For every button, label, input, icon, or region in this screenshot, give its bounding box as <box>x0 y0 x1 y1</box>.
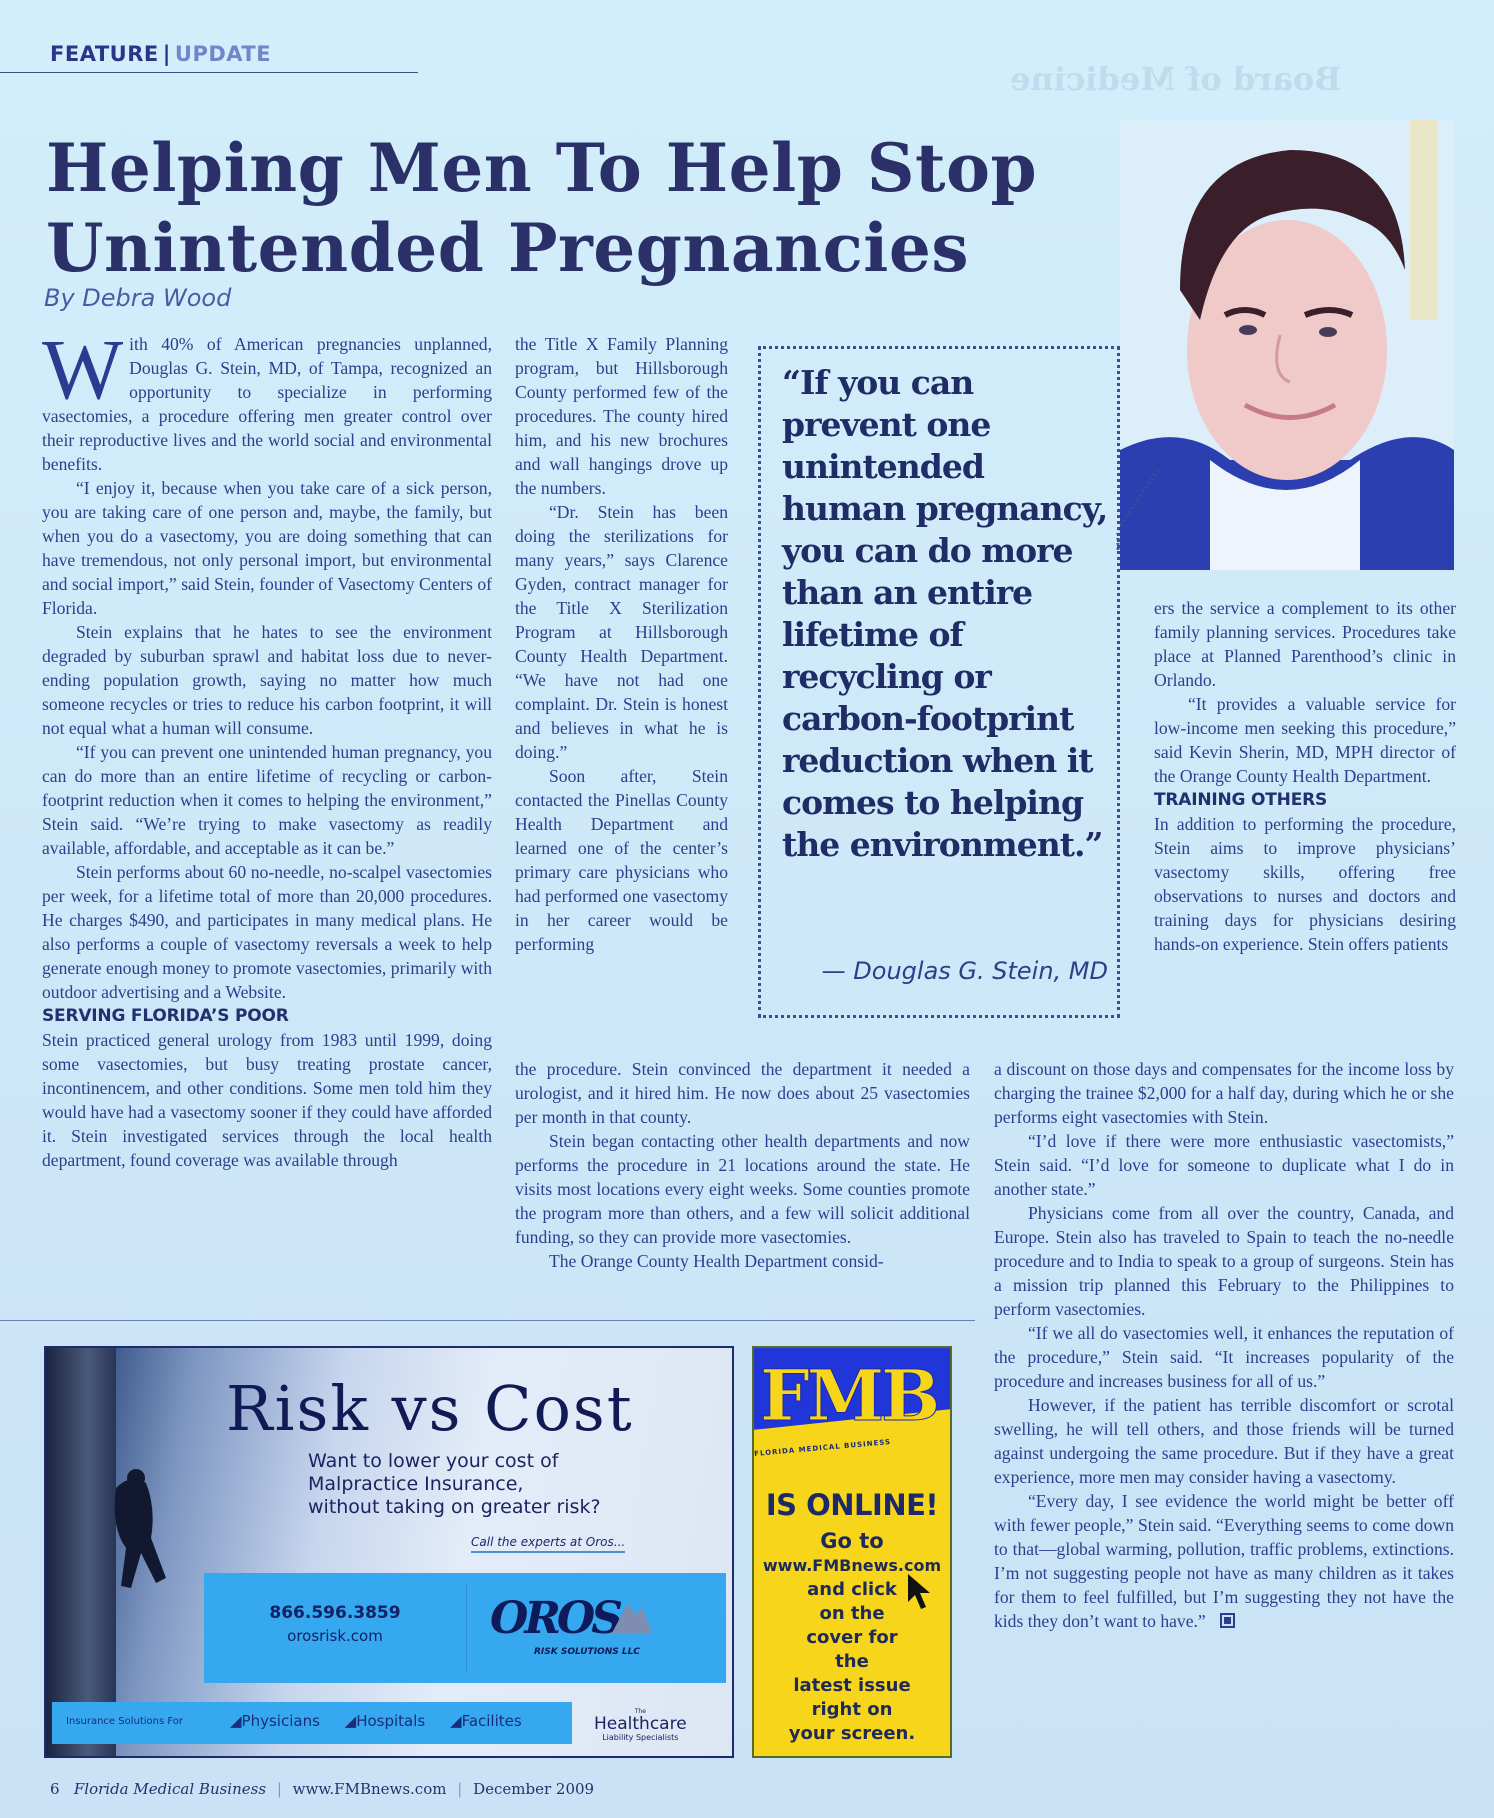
pull-quote: “If you can prevent one unintended human pregnancy, you can do more than an entire lifetime of recycling or carbon-footprint reduction when it comes to helping the environment.” <box>782 363 1108 864</box>
paragraph: “I enjoy it, because when you take care of a sick person, you are taking care of one person and, maybe, the family, but when you do a vasectomy, you are doing something that can have tremendous, not only personal import, but environmental and social import,” said Stein, founder of Vasectomy Centers of Florida. <box>42 478 492 618</box>
headline <box>46 128 1146 288</box>
paragraph: The Orange County Health Department consid- <box>549 1251 884 1271</box>
fmb-website-link[interactable]: www.FMBnews.com <box>762 1556 942 1575</box>
fmb-logo: FMB <box>760 1354 938 1437</box>
fmb-line: the <box>835 1651 869 1672</box>
publication-url[interactable]: www.FMBnews.com <box>292 1780 447 1798</box>
subhead-training-others: TRAINING OTHERS <box>1154 790 1328 810</box>
paragraph: “I’d love if there were more enthusiastic vasectomists,” Stein said. “I’d love for someone to duplicate what I do in another state.” <box>994 1131 1454 1199</box>
ad-subtitle-line: Want to lower your cost of <box>308 1450 559 1472</box>
fmb-headline: IS ONLINE! <box>765 1488 939 1522</box>
show-through-text: Board of Medicine <box>1010 60 1342 98</box>
paragraph: “Dr. Stein has been doing the sterilizations for many years,” says Clarence Gyden, contract manager for the Title X Sterilization Program at Hillsborough County Health Department. “We have not had one complaint. Dr. Stein is honest and believes in what he is doing.” <box>515 502 728 762</box>
paragraph: “It provides a valuable service for low-income men seeking this procedure,” said Kevin Sherin, MD, MPH director of the Orange County Health Department. <box>1154 694 1456 786</box>
portrait-illustration <box>1120 120 1454 570</box>
healthcare-tagline <box>594 1708 687 1742</box>
pull-quote-connector <box>1108 470 1168 550</box>
subsection-label: UPDATE <box>174 42 272 66</box>
fmb-line: cover for <box>806 1627 898 1648</box>
publication-name: Florida Medical Business <box>73 1780 267 1798</box>
mountain-icon <box>612 1597 652 1633</box>
oros-logo-subtitle: RISK SOLUTIONS LLC <box>534 1647 640 1657</box>
article-column-3 <box>1154 596 1456 956</box>
ad-subtitle-line: Malpractice Insurance, <box>308 1473 524 1495</box>
ad-subtitle-line: without taking on greater risk? <box>308 1496 601 1518</box>
paragraph: Stein began contacting other health departments and now performs the procedure in 21 locations around the state. He visits most locations every eight weeks. Some counties promote the program more than others, and a few will solicit additional funding, so they can provide more vasectomies. <box>515 1131 970 1247</box>
article-column-1 <box>42 321 492 1172</box>
paragraph-text: “Every day, I see evidence the world might be better off with fewer people,” Stein said. “Everything seems to come down to that—global warming, pollution, traffic problems, extinctions. I’m not suggesting people not have as many children as it takes for them to feel fulfilled, but I’m suggesting they not have the kids they don’t want to have.” <box>994 1491 1454 1631</box>
panel-divider <box>466 1583 467 1673</box>
article-column-2 <box>515 332 728 956</box>
paragraph: Stein performs about 60 no-needle, no-scalpel vasectomies per week, for a lifetime total of more than 20,000 procedures. He charges $490, and participates in many medical plans. He also performs a couple of vasectomy reversals a week to help generate enough money to promote vasectomies, primarily with outdoor advertising and a Website. <box>42 862 492 1002</box>
fmb-line: latest issue <box>793 1675 911 1696</box>
service-item: ◢Physicians <box>230 1712 320 1730</box>
service-item: ◢Facilites <box>450 1712 522 1730</box>
footer-separator: | <box>276 1780 282 1798</box>
paragraph <box>42 321 492 476</box>
section-separator: | <box>162 42 171 66</box>
fmb-line: and click <box>807 1579 897 1600</box>
paragraph-text: ith 40% of American pregnancies unplanned, Douglas G. Stein, MD, of Tampa, recognized an opportunity to specialize in performing vasectomies, a procedure offering men greater control over their reproductive lives and the world social and environmental benefits. <box>42 334 492 474</box>
service-item: ◢Hospitals <box>344 1712 426 1730</box>
paragraph: the Title X Family Planning program, but Hillsborough County performed few of the procedures. The county hired him, and his new brochures and wall hangings drove up the numbers. <box>515 334 728 498</box>
tagline-small: The <box>634 1708 646 1715</box>
website-link[interactable]: orosrisk.com <box>287 1627 383 1645</box>
article-column-3-wide <box>994 1057 1454 1633</box>
services-list <box>230 1712 542 1730</box>
services-label: Insurance Solutions For <box>66 1716 183 1727</box>
ad-separator-rule <box>0 1320 975 1321</box>
drop-cap: W <box>42 321 124 417</box>
ad-call-to-action: Call the experts at Oros... <box>471 1535 625 1553</box>
paragraph: a discount on those days and compensates for the income loss by charging the trainee $2,000 for a half day, during which he or she performs eight vasectomies with Stein. <box>994 1059 1454 1127</box>
climber-silhouette-icon <box>96 1468 186 1618</box>
byline: By Debra Wood <box>44 284 232 312</box>
oros-advertisement[interactable] <box>44 1346 734 1758</box>
contact-panel <box>204 1573 726 1683</box>
phone-number[interactable]: 866.596.3859 <box>269 1603 401 1623</box>
tagline-sub: Liability Specialists <box>602 1733 679 1742</box>
paragraph: “If we all do vasectomies well, it enhances the reputation of the procedure,” Stein said. “It increases popularity of the procedure and increases business for all of us.” <box>994 1323 1454 1391</box>
footer-separator: | <box>457 1780 463 1798</box>
fmb-body <box>754 1528 950 1746</box>
paragraph: Stein practiced general urology from 1983 until 1999, doing some vasectomies, but busy treating prostate cancer, incontinencem, and other conditions. Some men told him they would have had a vasectomy sooner if they could have afforded it. Stein investigated services through the local health department, found coverage was available through <box>42 1030 492 1170</box>
header-rule <box>0 72 418 73</box>
service-item-label: Facilites <box>461 1712 522 1730</box>
paragraph: “If you can prevent one unintended human pregnancy, you can do more than an entire lifetime of recycling or carbon-footprint reduction when it comes to helping the environment,” Stein said. “We’re trying to make vasectomy as readily available, affordable, and acceptable as it can be.” <box>42 742 492 858</box>
fmb-logo-subtitle: FLORIDA MEDICAL BUSINESS <box>753 1438 892 1458</box>
issue-date: December 2009 <box>473 1780 595 1798</box>
headline-line-1: Helping Men To Help Stop <box>46 129 1038 207</box>
ad-title: Risk vs Cost <box>226 1372 634 1445</box>
paragraph: the procedure. Stein convinced the department it needed a urologist, and it hired him. He now does about 25 vasectomies per month in that county. <box>515 1059 970 1127</box>
pull-quote-attribution: — Douglas G. Stein, MD <box>821 957 1108 985</box>
oros-logo: OROS <box>490 1593 619 1644</box>
fmb-advertisement[interactable] <box>752 1346 952 1758</box>
mouse-cursor-icon <box>906 1572 934 1612</box>
paragraph: ers the service a complement to its other family planning services. Procedures take place at Planned Parenthood’s clinic in Orlando. <box>1154 598 1456 690</box>
paragraph: However, if the patient has terrible discomfort or scrotal swelling, he will tell others, and those friends will be turned against undergoing the same procedure. But if they have a great experience, more men may consider having a vasectomy. <box>994 1395 1454 1487</box>
paragraph <box>994 1489 1454 1633</box>
service-item-label: Hospitals <box>356 1712 426 1730</box>
fmb-go-to: Go to <box>820 1529 884 1553</box>
paragraph: Soon after, Stein contacted the Pinellas County Health Department and learned one of the center’s primary care physicians who had performed one vasectomy in her career would be performing <box>515 766 728 954</box>
fmb-line: right on <box>811 1699 893 1720</box>
fmb-line: your screen. <box>788 1723 916 1744</box>
paragraph: In addition to performing the procedure, Stein aims to improve physicians’ vasectomy skills, offering free observations to nurses and doctors and training days for physicians desiring hands-on experience. Stein offers patients <box>1154 814 1456 954</box>
section-label: FEATURE <box>50 42 159 66</box>
page-footer <box>50 1780 594 1798</box>
article-column-2-wide <box>515 1057 970 1273</box>
tagline-big: Healthcare <box>594 1714 687 1734</box>
page-number: 6 <box>50 1780 60 1798</box>
paragraph: Physicians come from all over the country, Canada, and Europe. Stein also has traveled to Spain to teach the no-needle procedure and to India to speak to a group of surgeons. Stein has a mission trip planned this February to the Philippines to perform vasectomies. <box>994 1203 1454 1319</box>
subhead-serving-floridas-poor: SERVING FLORIDA’S POOR <box>42 1006 289 1026</box>
services-bar <box>52 1702 572 1744</box>
author-photo <box>1120 120 1454 570</box>
section-tag <box>50 42 271 66</box>
ad-subtitle <box>308 1450 668 1519</box>
headline-line-2: Unintended Pregnancies <box>46 209 970 287</box>
end-of-article-icon <box>1220 1613 1235 1628</box>
paragraph: Stein explains that he hates to see the environment degraded by suburban sprawl and habitat loss due to never-ending population growth, saying no matter how much someone recycles or tries to reduce his carbon footprint, it will not equal what a human will consume. <box>42 622 492 738</box>
service-item-label: Physicians <box>241 1712 320 1730</box>
fmb-line: on the <box>819 1603 885 1624</box>
